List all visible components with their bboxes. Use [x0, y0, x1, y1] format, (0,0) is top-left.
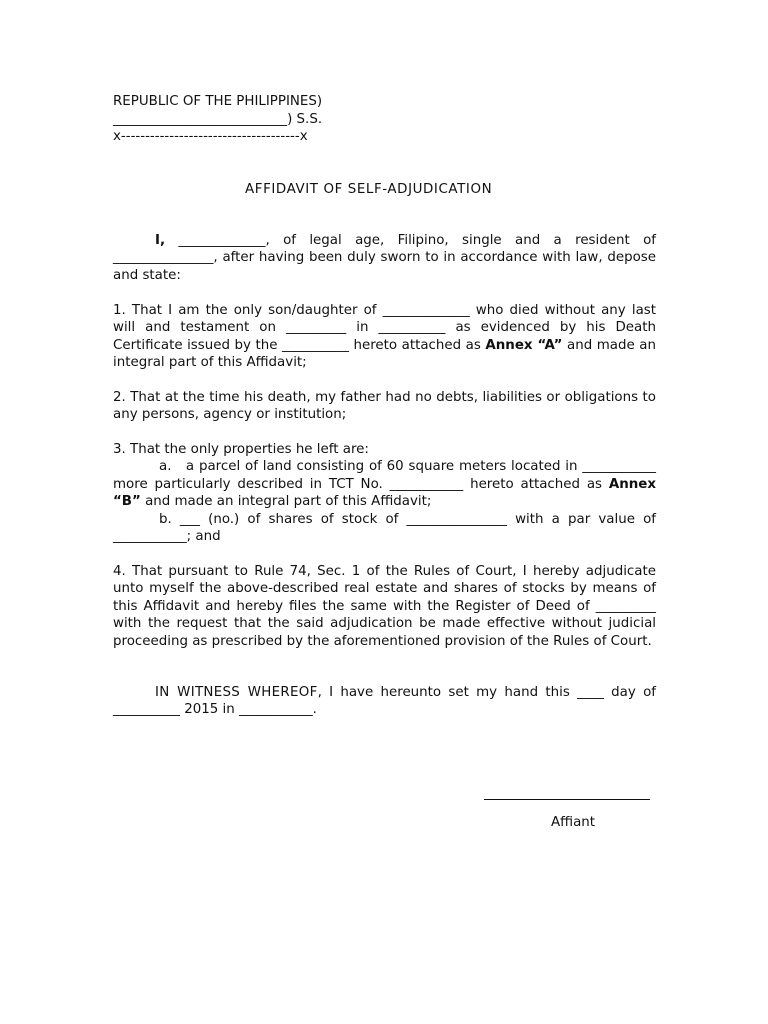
paragraph-3-lead: 3. That the only properties he left are:	[113, 442, 369, 457]
paragraph-4-text: 4. That pursuant to Rule 74, Sec. 1 of the Rules of Court, I hereby adjudicate unto myself the above-described real estate and shares of stocks by means of this Affidavit and hereby files the same with the Register of Deed of _________ with the request that the said adjudication be made effective without judicial proceeding as prescribed by the aforementioned provision of the Rules of Court.	[113, 564, 656, 649]
header-divider: x-------------------------------------x	[113, 129, 308, 144]
paragraph-1-text: 1. That I am the only son/daughter of _____________ who died without any last will and testament on _________ in __________ as evidenced by his Death Certificate issued by the __________ hereto attached as	[113, 303, 656, 353]
paragraph-4	[113, 563, 656, 650]
paragraph-3	[113, 441, 656, 545]
item-b-text: b. ___ (no.) of shares of stock of _______________ with a par value of ___________; and	[113, 511, 656, 545]
witness-paragraph	[113, 684, 656, 719]
header-ss: __________________________) S.S.	[113, 112, 323, 127]
item-a-text: a parcel of land consisting of 60 square meters located in ___________ more particularly described in TCT No. ___________ hereto attached as	[113, 459, 656, 492]
item-a-after: and made an integral part of this Affidavit;	[140, 494, 432, 510]
paragraph-2	[113, 389, 656, 424]
paragraph-1	[113, 302, 656, 372]
paragraph-1-after: and made an integral part of this Affidavit;	[113, 337, 656, 371]
signature-line	[484, 799, 650, 800]
affiant-label: Affiant	[551, 815, 596, 830]
paragraph-2-text: 2. That at the time his death, my father had no debts, liabilities or obligations to any persons, agency or institution;	[113, 390, 656, 423]
intro-pronoun: I,	[155, 233, 166, 248]
item-a-label: a.	[159, 459, 172, 475]
witness-lead: IN WITNESS WHEREOF	[155, 685, 318, 700]
annex-b-label: Annex “B”	[113, 476, 656, 510]
intro-text: _____________, of legal age, Filipino, single and a resident of _______________, after having been duly sworn to in accordance with law, depose and state:	[113, 233, 656, 283]
header-republic: REPUBLIC OF THE PHILIPPINES)	[113, 94, 323, 109]
annex-a-label: Annex “A”	[485, 337, 563, 353]
document-title: AFFIDAVIT OF SELF-ADJUDICATION	[245, 182, 493, 197]
intro-paragraph	[113, 232, 656, 284]
witness-text: , I have hereunto set my hand this ____ day of __________ 2015 in ___________.	[113, 685, 656, 718]
